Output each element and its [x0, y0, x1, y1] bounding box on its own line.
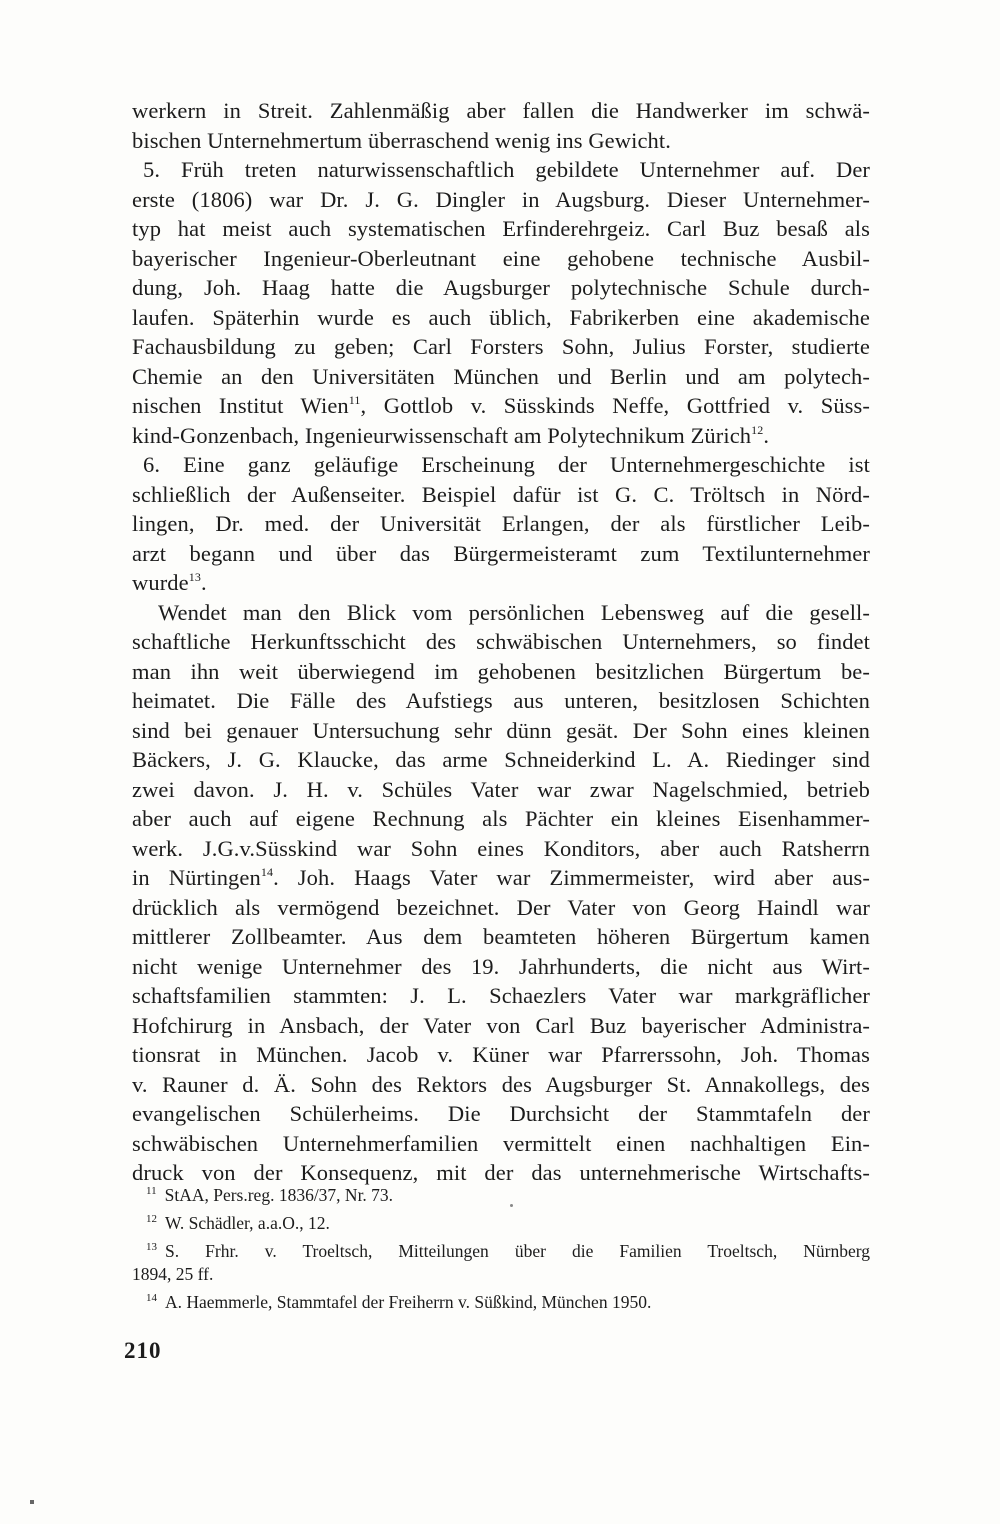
text-line: Fachausbildung zu geben; Carl Forsters Sohn, Julius Forster, studierte: [132, 334, 870, 359]
text-line: sind bei genauer Untersuchung sehr dünn gesät. Der Sohn eines kleinen: [132, 717, 870, 743]
body-text: [132, 96, 870, 1188]
text-line: [132, 421, 870, 451]
text-line: schließlich der Außenseiter. Beispiel dafür ist G. C. Tröltsch in Nörd-: [132, 481, 870, 507]
footnote: [132, 1291, 870, 1314]
text-line: [132, 863, 870, 893]
text-segment: . Joh. Haags Vater war Zimmermeister, wird aber aus-: [273, 865, 870, 890]
footnote-number: 12: [146, 1213, 157, 1225]
text-line: bischen Unternehmertum überraschend wenig ins Gewicht.: [132, 127, 671, 153]
footnote-text: A. Haemmerle, Stammtafel der Freiherrn v. Süßkind, München 1950.: [165, 1292, 652, 1312]
text-line: Bäckers, J. G. Klaucke, das arme Schneiderkind L. A. Riedinger sind: [132, 747, 870, 772]
text-segment: .: [763, 422, 770, 448]
footnote-continuation: 1894, 25 ff.: [132, 1264, 214, 1284]
text-line: aber auch auf eigene Rechnung als Pächter ein kleines Eisenhammer-: [132, 806, 870, 831]
text-line: schaftliche Herkunftsschicht des schwäbischen Unternehmers, so findet: [132, 629, 870, 654]
text-line: arzt begann und über das Bürgermeisteramt zum Textilunternehmer: [132, 540, 870, 566]
footnote-text: W. Schädler, a.a.O., 12.: [165, 1213, 330, 1233]
footnote-ref: 12: [751, 422, 764, 437]
text-line: tionsrat in München. Jacob v. Küner war Pfarrerssohn, Joh. Thomas: [132, 1042, 870, 1067]
text-line: schwäbischen Unternehmerfamilien vermittelt einen nachhaltigen Ein-: [132, 1130, 870, 1156]
text-line: [132, 568, 870, 598]
footnote-number: 13: [146, 1241, 157, 1253]
text-line: drücklich als vermögend bezeichnet. Der Vater von Georg Haindl war: [132, 894, 870, 920]
text-line: lingen, Dr. med. der Universität Erlangen, der als fürstlicher Leib-: [132, 511, 870, 536]
footnotes: [132, 1184, 870, 1314]
text-segment: nischen Institut Wien: [132, 393, 349, 418]
text-segment: kind-Gonzenbach, Ingenieurwissenschaft am Polytechnikum Zürich: [132, 422, 752, 448]
scan-mark: [30, 1500, 34, 1504]
footnote-number: 14: [146, 1292, 157, 1304]
text-line: evangelischen Schülerheims. Die Durchsicht der Stammtafeln der: [132, 1101, 870, 1126]
text-line: zwei davon. J. H. v. Schüles Vater war zwar Nagelschmied, betrieb: [132, 776, 870, 802]
footnote: [132, 1240, 870, 1263]
text-segment: , Gottlob v. Süsskinds Neffe, Gottfried v. Süss-: [360, 393, 870, 418]
text-line: mittlerer Zollbeamter. Aus dem beamteten höheren Bürgertum kamen: [132, 924, 870, 949]
footnote: [132, 1184, 870, 1207]
text-line: [132, 391, 870, 421]
footnote-ref: 14: [260, 865, 274, 879]
text-line: druck von der Konsequenz, mit der das unternehmerische Wirtschafts-: [132, 1160, 870, 1185]
text-segment: .: [200, 570, 207, 595]
text-segment: wurde: [132, 570, 189, 595]
text-line: Hofchirurg in Ansbach, der Vater von Carl Buz bayerischer Administra-: [132, 1012, 870, 1038]
text-line: man ihn weit überwiegend im gehobenen besitzlichen Bürgertum be-: [132, 658, 870, 684]
text-line: bayerischer Ingenieur-Oberleutnant eine gehobene technische Ausbil-: [132, 245, 870, 271]
text-line: erste (1806) war Dr. J. G. Dingler in Augsburg. Dieser Unternehmer-: [132, 186, 870, 212]
text-line: laufen. Späterhin wurde es auch üblich, Fabrikerben eine akademische: [132, 304, 870, 330]
text-segment: in Nürtingen: [132, 865, 261, 890]
text-line: werkern in Streit. Zahlenmäßig aber fallen die Handwerker im schwä-: [132, 98, 870, 123]
text-line: schaftsfamilien stammten: J. L. Schaezlers Vater war markgräflicher: [132, 983, 870, 1008]
footnote-text: StAA, Pers.reg. 1836/37, Nr. 73.: [164, 1185, 394, 1205]
footnote-text: S. Frhr. v. Troeltsch, Mitteilungen über die Familien Troeltsch, Nürnberg: [165, 1241, 870, 1261]
page-number: 210: [124, 1338, 162, 1363]
footnote-ref: 11: [348, 393, 361, 407]
footnote-ref: 13: [188, 570, 201, 584]
footnote: [132, 1212, 870, 1235]
text-line: Wendet man den Blick vom persönlichen Lebensweg auf die gesell-: [158, 599, 870, 625]
footnote-number: 11: [146, 1185, 157, 1197]
text-line: 6. Eine ganz geläufige Erscheinung der Unternehmergeschichte ist: [143, 452, 870, 477]
text-line: 5. Früh treten naturwissenschaftlich gebildete Unternehmer auf. Der: [143, 157, 870, 182]
text-line: typ hat meist auch systematischen Erfinderehrgeiz. Carl Buz besaß als: [132, 216, 870, 241]
text-line: werk. J.G.v.Süsskind war Sohn eines Konditors, aber auch Ratsherrn: [132, 835, 870, 861]
text-line: dung, Joh. Haag hatte die Augsburger polytechnische Schule durch-: [132, 275, 870, 300]
text-line: nicht wenige Unternehmer des 19. Jahrhunderts, die nicht aus Wirt-: [132, 953, 870, 979]
text-line: v. Rauner d. Ä. Sohn des Rektors des Augsburger St. Annakollegs, des: [132, 1071, 870, 1097]
text-line: heimatet. Die Fälle des Aufstiegs aus unteren, besitzlosen Schichten: [132, 688, 870, 713]
text-line: Chemie an den Universitäten München und Berlin und am polytech-: [132, 363, 870, 389]
